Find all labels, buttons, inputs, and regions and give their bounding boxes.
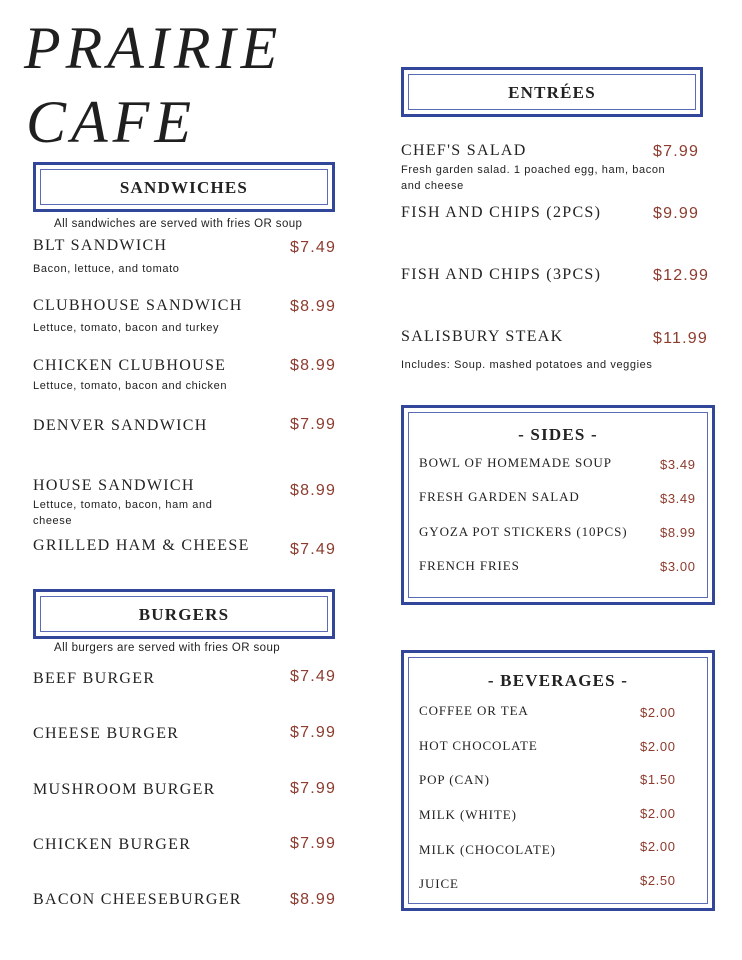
burger-price: $7.99 <box>290 724 337 741</box>
sandwich-description: Lettuce, tomato, bacon and turkey <box>33 322 220 334</box>
sandwich-description: Bacon, lettuce, and tomato <box>33 263 180 275</box>
sandwiches-heading-box <box>33 162 335 212</box>
burger-price: $7.99 <box>290 780 337 797</box>
burger-price: $8.99 <box>290 891 337 908</box>
sandwich-name: HOUSE SANDWICH <box>33 477 195 494</box>
entree-name: FISH AND CHIPS (3PCS) <box>401 266 602 283</box>
entree-description: Includes: Soup. mashed potatoes and veggies <box>401 359 653 371</box>
entree-price: $7.99 <box>653 143 700 160</box>
burgers-heading-box <box>33 589 335 639</box>
burger-name: CHICKEN BURGER <box>33 836 192 853</box>
sandwich-price: $7.99 <box>290 416 337 433</box>
sandwich-price: $8.99 <box>290 298 337 315</box>
entree-name: SALISBURY STEAK <box>401 328 564 345</box>
sandwich-price: $7.49 <box>290 541 337 558</box>
side-name: BOWL OF HOMEMADE SOUP <box>419 455 612 470</box>
sandwich-price: $8.99 <box>290 482 337 499</box>
side-price: $3.49 <box>660 491 696 506</box>
entree-description: Fresh garden salad. 1 poached egg, ham, bacon and cheese <box>401 164 666 192</box>
beverage-price: $2.00 <box>640 705 676 720</box>
entree-name: CHEF'S SALAD <box>401 142 527 159</box>
burger-name: BEEF BURGER <box>33 670 156 687</box>
side-name: GYOZA POT STICKERS (10PCS) <box>419 524 628 539</box>
entrees-heading-box <box>401 67 703 117</box>
beverage-name: COFFEE OR TEA <box>419 703 529 718</box>
side-name: FRESH GARDEN SALAD <box>419 489 580 504</box>
beverage-price: $2.00 <box>640 739 676 754</box>
beverage-name: MILK (CHOCOLATE) <box>419 842 556 857</box>
beverage-price: $2.00 <box>640 839 676 854</box>
burgers-heading: BURGERS <box>138 605 230 624</box>
sandwich-name: CHICKEN CLUBHOUSE <box>33 357 227 374</box>
sandwich-name: GRILLED HAM & CHEESE <box>33 537 250 554</box>
side-name: FRENCH FRIES <box>419 558 520 573</box>
burgers-note: All burgers are served with fries OR soup <box>54 642 281 654</box>
burger-price: $7.49 <box>290 668 337 685</box>
menu-title-line1: PRAIRIE <box>24 15 283 81</box>
sandwich-price: $7.49 <box>290 239 337 256</box>
burger-name: MUSHROOM BURGER <box>33 781 216 798</box>
side-price: $3.00 <box>660 559 696 574</box>
beverage-name: JUICE <box>419 876 459 891</box>
entree-price: $11.99 <box>653 330 708 347</box>
sandwiches-heading: SANDWICHES <box>119 178 249 197</box>
sandwich-name: DENVER SANDWICH <box>33 417 208 434</box>
beverage-name: HOT CHOCOLATE <box>419 738 538 753</box>
burger-name: BACON CHEESEBURGER <box>33 891 242 908</box>
entrees-heading: ENTRÉES <box>508 83 596 102</box>
beverage-price: $2.50 <box>640 873 676 888</box>
side-price: $8.99 <box>660 525 696 540</box>
entree-price: $9.99 <box>653 205 700 222</box>
sandwich-name: CLUBHOUSE SANDWICH <box>33 297 243 314</box>
sandwich-price: $8.99 <box>290 357 337 374</box>
beverage-name: POP (CAN) <box>419 772 490 787</box>
burger-price: $7.99 <box>290 835 337 852</box>
burger-name: CHEESE BURGER <box>33 725 180 742</box>
sandwich-description: Lettuce, tomato, bacon, ham and cheese <box>33 499 213 527</box>
entree-price: $12.99 <box>653 267 710 284</box>
sides-heading: - SIDES - <box>518 425 598 444</box>
beverage-price: $1.50 <box>640 772 676 787</box>
entree-name: FISH AND CHIPS (2PCS) <box>401 204 602 221</box>
side-price: $3.49 <box>660 457 696 472</box>
menu-title-line2: CAFE <box>26 89 196 155</box>
sandwich-description: Lettuce, tomato, bacon and chicken <box>33 380 228 392</box>
beverages-heading: - BEVERAGES - <box>487 671 629 690</box>
beverage-price: $2.00 <box>640 806 676 821</box>
beverage-name: MILK (WHITE) <box>419 807 517 822</box>
sandwiches-note: All sandwiches are served with fries OR soup <box>54 218 303 230</box>
sandwich-name: BLT SANDWICH <box>33 237 168 254</box>
